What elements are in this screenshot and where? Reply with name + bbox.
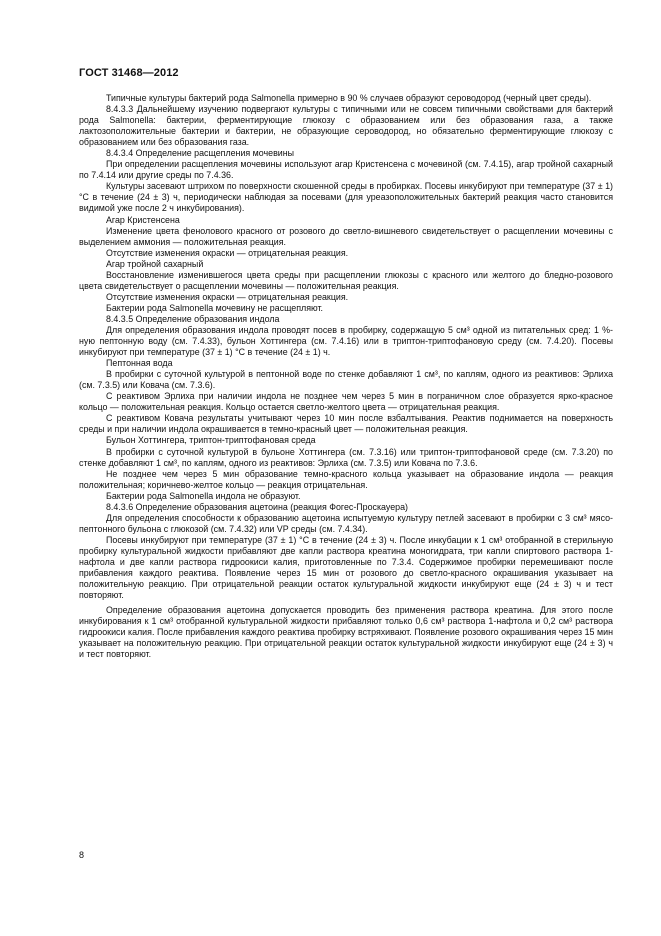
paragraph: В пробирки с суточной культурой в пептонной воде по стенке добавляют 1 см³, по каплям, одного из реактивов: Эрлиха (см. 7.3.5) или Ковача (см. 7.3.6).	[79, 369, 613, 391]
paragraph: При определении расщепления мочевины используют агар Кристенсена с мочевиной (см. 7.4.15), агар тройной сахарный по 7.4.14 или другие среды по 7.4.36.	[79, 159, 613, 181]
paragraph: Отсутствие изменения окраски — отрицательная реакция.	[106, 291, 349, 302]
section-heading: 8.4.3.6 Определение образования ацетоина (реакция Фогес-Проскауера)	[106, 501, 408, 512]
body-text	[79, 93, 613, 660]
subheading: Агар Кристенсена	[106, 214, 180, 225]
subheading: Пептонная вода	[106, 358, 173, 369]
paragraph: Определение образования ацетоина допускается проводить без применения раствора креатина. Для этого после инкубирования к 1 см³ отобранной культуральной жидкости прибавляют только 0,6 см³ раствора 1-нафтола и 0,2 см³ раствора гидроокиси калия. После прибавления каждого реактива пробирку встряхивают. Появление розового окрашивания через 15 мин указывает на положительную реакцию. При отрицательной реакции остаток культуральной жидкости инкубируют еще (24 ± 3) ч и тест повторяют.	[79, 605, 613, 660]
page-number: 8	[79, 850, 85, 860]
paragraph: Восстановление изменившегося цвета среды при расщеплении глюкозы с красного или желтого до бледно-розового цвета свидетельствует о расщеплении мочевины — положительная реакция.	[79, 269, 613, 291]
paragraph: Бактерии рода Salmonella индола не образуют.	[106, 490, 301, 501]
paragraph: Отсутствие изменения окраски — отрицательная реакция.	[106, 247, 349, 258]
paragraph: Для определения способности к образованию ацетоина испытуемую культуру петлей засевают в пробирки с 3 см³ мясо-пептонного бульона с глюкозой (см. 7.4.32) или VP среды (см. 7.4.34).	[79, 512, 613, 534]
paragraph: С реактивом Ковача результаты учитывают через 10 мин после взбалтывания. Реактив поднимается на поверхность среды и при наличии индола окрашивается в темно-красный цвет — положительная реакция.	[79, 413, 613, 435]
paragraph: В пробирки с суточной культурой в бульоне Хоттингера (см. 7.3.16) или триптон-триптофановой среде (см. 7.3.20) по стенке добавляют 1 см³, по каплям, одного из реактивов: Эрлиха (см. 7.3.5) или Ковача по 7.3.6.	[79, 446, 613, 468]
paragraph: Посевы инкубируют при температуре (37 ± 1) °С в течение (24 ± 3) ч. После инкубации к 1 см³ отобранной в стерильную пробирку культуральной жидкости прибавляют две капли раствора креатина моногидрата, три капли спиртового раствора 1-нафтола и две капли раствора гидроокиси калия, приготовленные по 7.3.4. Содержимое пробирки перемешивают после прибавления каждого реактива. Появление через 15 мин от розового до светло-красного окрашивания указывает на положительную реакцию. При отрицательной реакции остаток культуральной жидкости инкубируют еще (24 ± 3) ч и тест повторяют.	[79, 534, 613, 601]
paragraph: Культуры засевают штрихом по поверхности скошенной среды в пробирках. Посевы инкубируют при температуре (37 ± 1) °С в течение (24 ± 3) ч, периодически наблюдая за посевами (для уреазоположительных бактерий реакция часто становится видимой уже после 2 ч инкубирования).	[79, 181, 613, 214]
paragraph: 8.4.3.3 Дальнейшему изучению подвергают культуры с типичными или не совсем типичными свойствами для бактерий рода Salmonella: бактерии, ферментирующие глюкозу с образованием или без образования газа, а также лактозоположительные бактерии и бактерии, не образующие сероводород, но обязательно ферментирующие глюкозу с образованием или без образования газа.	[79, 104, 613, 148]
section-heading: 8.4.3.5 Определение образования индола	[106, 313, 280, 324]
subheading: Агар тройной сахарный	[106, 258, 204, 269]
paragraph: Бактерии рода Salmonella мочевину не расщепляют.	[106, 302, 324, 313]
paragraph: С реактивом Эрлиха при наличии индола не позднее чем через 5 мин в пограничном слое образуется ярко-красное кольцо — положительная реакция. Кольцо остается светло-желтого цвета — отрицательная реакция.	[79, 391, 613, 413]
paragraph: Изменение цвета фенолового красного от розового до светло-вишневого свидетельствует о расщеплении мочевины с выделением аммония — положительная реакция.	[79, 225, 613, 247]
document-header: ГОСТ 31468—2012	[79, 67, 179, 79]
subheading: Бульон Хоттингера, триптон-триптофановая среда	[106, 435, 316, 446]
paragraph: Не позднее чем через 5 мин образование темно-красного кольца указывает на образование индола — реакция положительная; коричнево-желтое кольцо — реакция отрицательная.	[79, 468, 613, 490]
paragraph: Для определения образования индола проводят посев в пробирку, содержащую 5 см³ одной из питательных сред: 1 %-ную пептонную воду (см. 7.4.33), бульон Хоттингера (см. 7.4.16) или в триптон-триптофановую среду (см. 7.4.20). Посевы инкубируют при температуре (37 ± 1) °С в течение (24 ± 1) ч.	[79, 324, 613, 358]
paragraph: Типичные культуры бактерий рода Salmonella примерно в 90 % случаев образуют сероводород (черный цвет среды).	[106, 93, 592, 103]
section-heading: 8.4.3.4 Определение расщепления мочевины	[106, 148, 295, 159]
